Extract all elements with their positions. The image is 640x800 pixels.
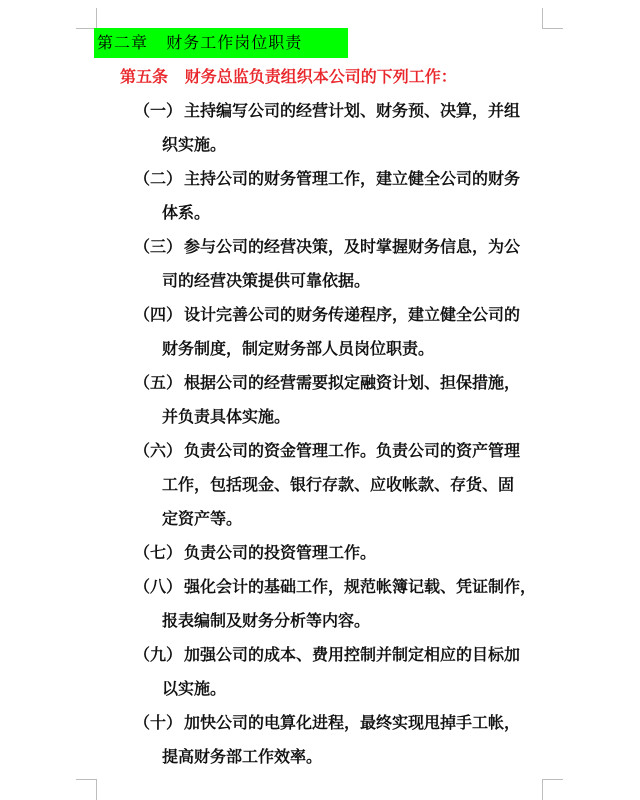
crop-mark-bottom-right: [542, 779, 563, 800]
item-text-line: 财务制度，制定财务部人员岗位职责。: [162, 339, 435, 358]
item-marker: （三）: [134, 237, 183, 256]
item-marker: （四）: [134, 305, 183, 324]
item-text-line: 报表编制及财务分析等内容。: [162, 611, 371, 630]
list-item: [134, 706, 546, 774]
list-item: [134, 570, 546, 638]
item-text-line: 设计完善公司的财务传递程序，建立健全公司的: [184, 305, 521, 324]
item-text-line: 提高财务部工作效率。: [162, 747, 323, 766]
article-heading: 第五条 财务总监负责组织本公司的下列工作：: [120, 67, 457, 86]
item-text-line: 参与公司的经营决策，及时掌握财务信息，为公: [184, 237, 521, 256]
item-marker: （五）: [134, 373, 183, 392]
item-text-line: 强化会计的基础工作，规范帐簿记载、凭证制作，: [184, 577, 537, 596]
list-item: [134, 162, 546, 230]
crop-mark-top-left: [76, 8, 97, 29]
item-text-line: 主持编写公司的经营计划、财务预、决算，并组: [184, 101, 521, 120]
list-item: [134, 366, 546, 434]
item-text-line: 织实施。: [162, 135, 227, 154]
list-item: [134, 434, 546, 536]
list-item: [134, 638, 546, 706]
chapter-heading: 第二章 财务工作岗位职责: [94, 28, 348, 58]
crop-mark-bottom-left: [76, 779, 97, 800]
item-marker: （七）: [134, 543, 183, 562]
list-item: [134, 94, 546, 162]
item-text-line: 负责公司的资金管理工作。负责公司的资产管理: [184, 441, 521, 460]
list-item: [134, 230, 546, 298]
item-text-line: 体系。: [162, 203, 211, 222]
item-marker: （六）: [134, 441, 183, 460]
item-marker: （九）: [134, 645, 183, 664]
item-marker: （一）: [134, 101, 183, 120]
item-text-line: 加强公司的成本、费用控制并制定相应的目标加: [184, 645, 521, 664]
item-text-line: 定资产等。: [162, 509, 243, 528]
list-item: [134, 298, 546, 366]
item-text-line: 加快公司的电算化进程，最终实现甩掉手工帐，: [184, 713, 521, 732]
item-marker: （二）: [134, 169, 183, 188]
crop-mark-top-right: [542, 8, 563, 29]
item-marker: （八）: [134, 577, 183, 596]
item-text-line: 主持公司的财务管理工作，建立健全公司的财务: [184, 169, 521, 188]
item-text-line: 工作，包括现金、银行存款、应收帐款、存货、固: [162, 475, 515, 494]
item-marker: （十）: [134, 713, 183, 732]
item-text-line: 并负责具体实施。: [162, 407, 291, 426]
list-item: [134, 536, 546, 570]
item-text-line: 根据公司的经营需要拟定融资计划、担保措施，: [184, 373, 521, 392]
item-text-line: 负责公司的投资管理工作。: [184, 543, 377, 562]
item-text-line: 司的经营决策提供可靠依据。: [162, 271, 371, 290]
item-text-line: 以实施。: [162, 679, 227, 698]
